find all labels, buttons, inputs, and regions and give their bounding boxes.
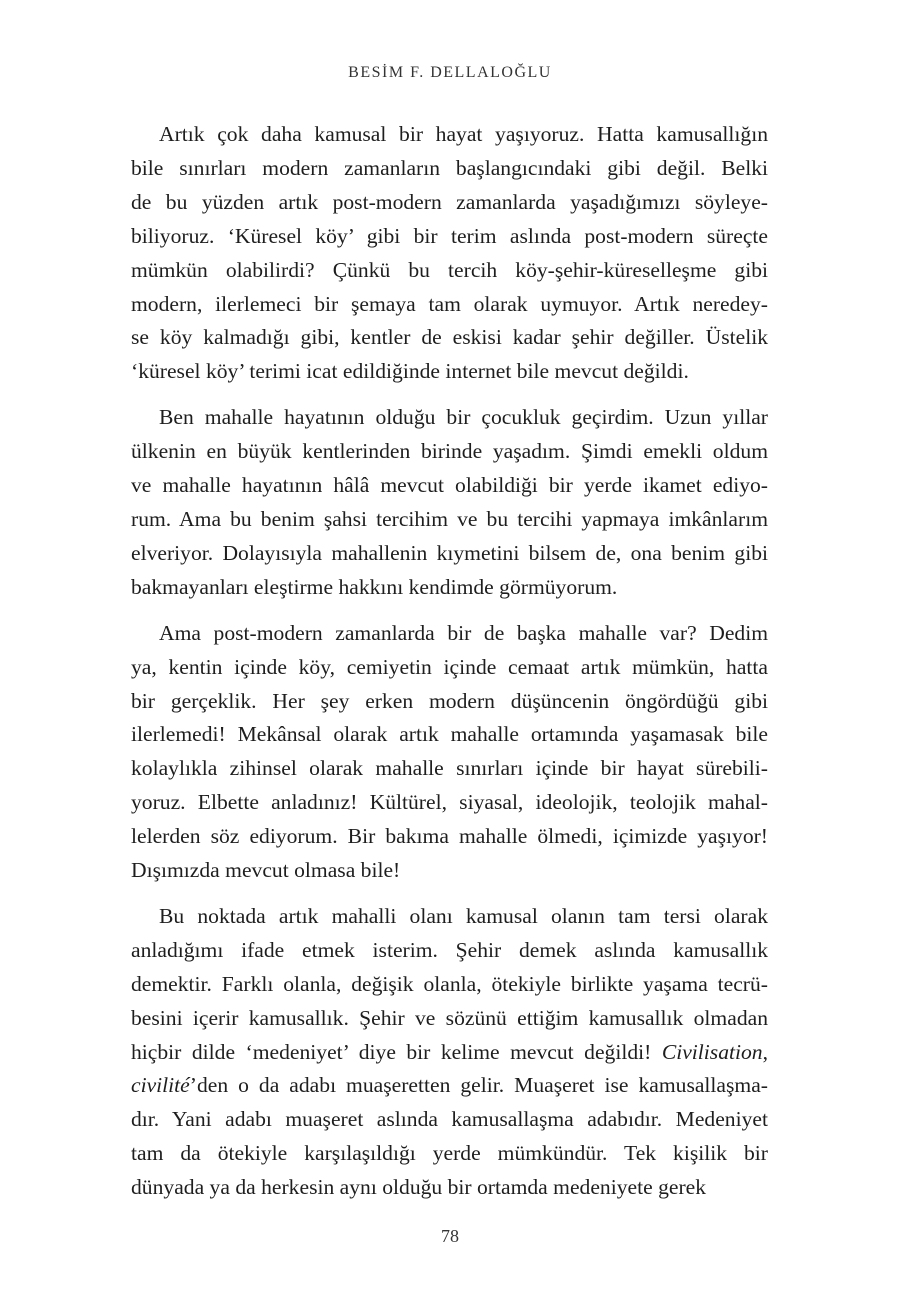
text-line: rum. Ama bu benim şahsi tercihim ve bu tercihi yapmaya imkânlarım [131,506,768,531]
text-line: Dışımızda mevcut olmasa bile! [131,858,401,883]
text-line: ‘küresel köy’ terimi icat edildiğinde internet bile mevcut değildi. [131,359,689,384]
text-line: bile sınırları modern zamanların başlangıcındaki gibi değil. Belki [131,155,768,180]
text-line: ülkenin en büyük kentlerinden birinde yaşadım. Şimdi emekli oldum [131,439,768,464]
text-line: ya, kentin içinde köy, cemiyetin içinde cemaat artık mümkün, hatta [131,654,768,679]
text-line: Artık çok daha kamusal bir hayat yaşıyoruz. Hatta kamusallığın [159,122,768,146]
text-line: dünyada ya da herkesin aynı olduğu bir ortamda medeniyete gerek [131,1175,707,1200]
paragraph [131,401,768,604]
text-line: elveriyor. Dolayısıyla mahallenin kıymetini bilsem de, ona benim gibi [131,540,768,565]
page-number: 78 [441,1226,459,1246]
text-line: se köy kalmadığı gibi, kentler de eskisi kadar şehir değiller. Üstelik [131,325,768,350]
text-line: Bu noktada artık mahalli olanı kamusal olanın tam tersi olarak [159,903,768,928]
italic-term: civilité [131,1073,190,1098]
paragraph [131,900,768,1205]
text-line: tam da ötekiyle karşılaşıldığı yerde mümkündür. Tek kişilik bir [131,1141,768,1166]
text-line: besini içerir kamusallık. Şehir ve sözünü ettiğim kamusallık olmadan [131,1005,768,1030]
text-line: biliyoruz. ‘Küresel köy’ gibi bir terim aslında post-modern süreçte [131,223,768,248]
text-line: mümkün olabilirdi? Çünkü bu tercih köy-şehir-küreselleşme gibi [131,257,768,282]
paragraph [131,617,768,888]
paragraph [131,118,768,389]
text-line: demektir. Farklı olanla, değişik olanla, ötekiyle birlikte yaşama tecrü- [131,971,768,996]
text-line: civilité’den o da adabı muaşeretten gelir. Muaşeret ise kamusallaşma- [131,1073,768,1098]
body-text [131,118,768,1217]
text-line: modern, ilerlemeci bir şemaya tam olarak uymuyor. Artık neredey- [131,291,768,316]
text-line: kolaylıkla zihinsel olarak mahalle sınırları içinde bir hayat sürebili- [131,756,768,781]
text-line: bir gerçeklik. Her şey erken modern düşüncenin öngördüğü gibi [131,688,768,713]
italic-term: Civilisation [661,1039,763,1064]
text-line: yoruz. Elbette anladınız! Kültürel, siyasal, ideolojik, teolojik mahal- [131,790,768,815]
text-line: Ama post-modern zamanlarda bir de başka mahalle var? Dedim [159,620,768,645]
running-head: BESİM F. DELLALOĞLU [348,64,552,81]
text-line: anladığımı ifade etmek isterim. Şehir demek aslında kamusallık [131,937,768,962]
text-line: ilerlemedi! Mekânsal olarak artık mahalle ortamında yaşamasak bile [131,722,768,747]
text-line: dır. Yani adabı muaşeret aslında kamusallaşma adabıdır. Medeniyet [131,1107,768,1132]
text-line: hiçbir dilde ‘medeniyet’ diye bir kelime mevcut değildi! Civilisation, [131,1039,768,1064]
text-line: lelerden söz ediyorum. Bir bakıma mahalle ölmedi, içimizde yaşıyor! [131,824,768,849]
text-line: bakmayanları eleştirme hakkını kendimde görmüyorum. [131,574,618,599]
text-line: ve mahalle hayatının hâlâ mevcut olabildiği bir yerde ikamet ediyo- [131,473,768,498]
text-line: de bu yüzden artık post-modern zamanlarda yaşadığımızı söyleye- [131,189,768,214]
text-line: Ben mahalle hayatının olduğu bir çocukluk geçirdim. Uzun yıllar [159,405,768,430]
